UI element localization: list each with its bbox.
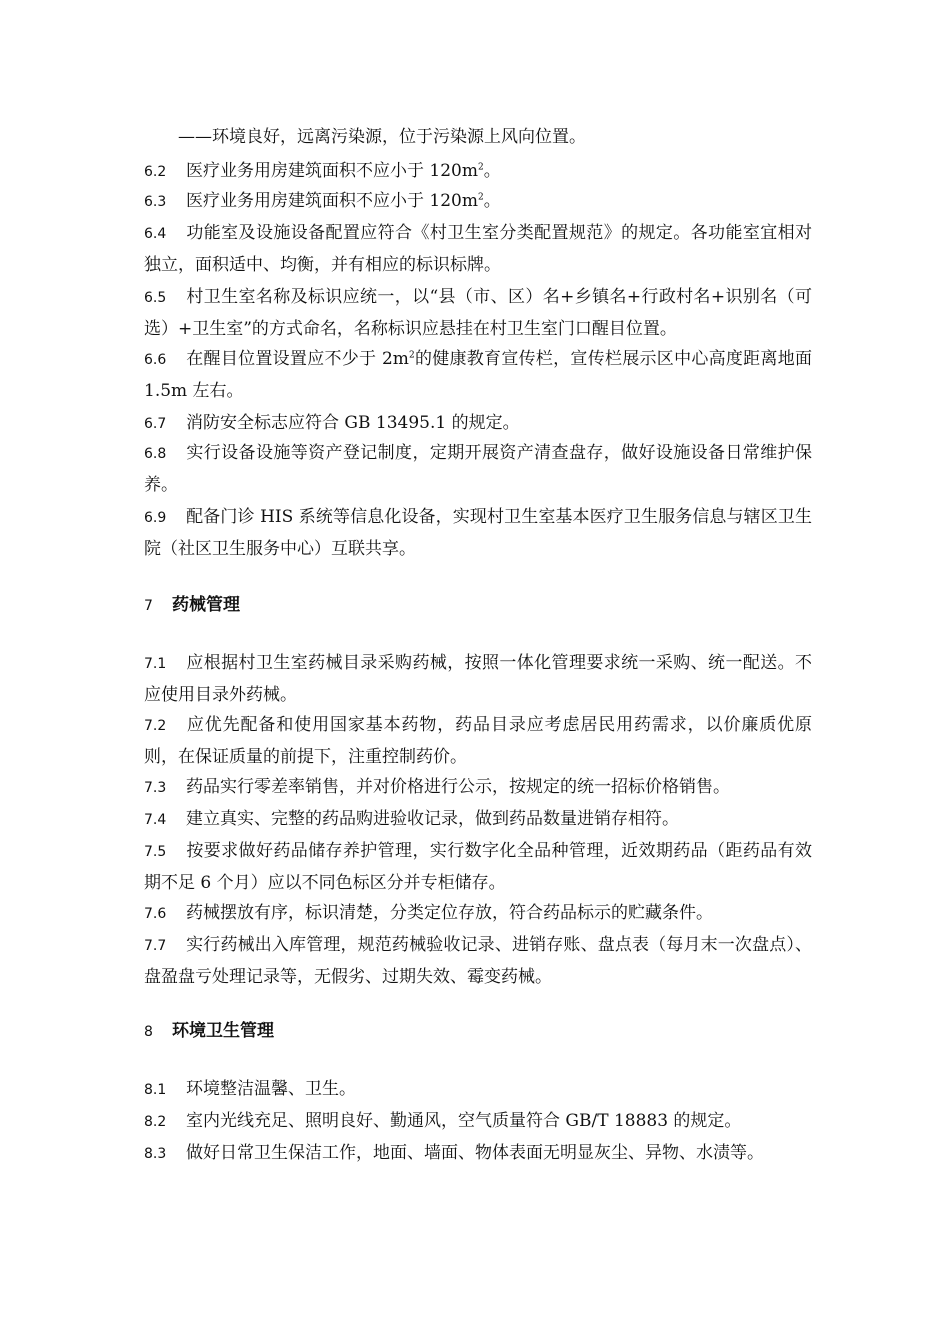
clause-number: 8.3 [144,1146,167,1162]
section-number: 8 [144,1024,153,1040]
clause-text: 功能室及设施设备配置应符合《村卫生室分类配置规范》的规定。各功能室宜相对独立，面积适中、均衡，并有相应的标识标牌。 [144,223,812,275]
superscript: 2 [408,350,415,361]
clause-6-4 [144,218,812,281]
section-number: 7 [144,598,153,614]
clause-number: 8.1 [144,1082,167,1098]
clause-text: 室内光线充足、照明良好、勤通风，空气质量符合 GB/T 18883 的规定。 [186,1111,742,1131]
clause-text: 实行药械出入库管理，规范药械验收记录、进销存账、盘点表（每月末一次盘点）、盘盈盘亏处理记录等，无假劣、过期失效、霉变药械。 [144,935,812,987]
clause-text-end: 。 [483,161,501,181]
clause-7-2 [144,710,812,773]
clause-6-5 [144,282,812,345]
clause-number: 7.5 [144,844,167,860]
clause-number: 8.2 [144,1114,167,1130]
clause-number: 7.4 [144,812,167,828]
clause-7-5 [144,836,812,899]
clause-7-4 [144,804,812,836]
clause-text: 村卫生室名称及标识应统一，以“县（市、区）名+乡镇名+行政村名+识别名（可选）+卫生室”的方式命名，名称标识应悬挂在村卫生室门口醒目位置。 [144,287,812,339]
clause-text: 实行设备设施等资产登记制度，定期开展资产清查盘存，做好设施设备日常维护保养。 [144,443,812,495]
section-7-heading [144,590,240,622]
clause-number: 7.3 [144,780,167,796]
clause-number: 6.3 [144,194,167,210]
clause-text: 医疗业务用房建筑面积不应小于 120m [186,161,478,181]
clause-text-end: 。 [483,191,501,211]
clause-text: 做好日常卫生保洁工作，地面、墙面、物体表面无明显灰尘、异物、水渍等。 [186,1143,764,1163]
clause-text: 按要求做好药品储存养护管理，实行数字化全品种管理，近效期药品（距药品有效期不足 6 个月）应以不同色标区分并专柜储存。 [144,841,812,893]
superscript: 2 [477,162,484,173]
clause-text: 环境整洁温馨、卫生。 [186,1079,356,1099]
clause-8-2 [144,1106,812,1138]
clause-text-end: 的健康教育宣传栏，宣传栏展示区中心高度距离地面 1.5m 左右。 [144,349,813,401]
clause-7-7 [144,930,812,993]
clause-number: 6.5 [144,290,167,306]
clause-6-9 [144,502,812,565]
section-title: 环境卫生管理 [172,1021,274,1041]
clause-text: 配备门诊 HIS 系统等信息化设备，实现村卫生室基本医疗卫生服务信息与辖区卫生院（社区卫生服务中心）互联共享。 [144,507,812,559]
clause-text: 建立真实、完整的药品购进验收记录，做到药品数量进销存相符。 [186,809,679,829]
clause-number: 7.6 [144,906,167,922]
clause-6-2 [144,156,812,188]
clause-number: 6.9 [144,510,167,526]
clause-number: 7.2 [144,718,167,734]
clause-text: 医疗业务用房建筑面积不应小于 120m [186,191,478,211]
clause-8-1 [144,1074,812,1106]
clause-number: 6.7 [144,416,167,432]
clause-8-3 [144,1138,812,1170]
clause-7-3 [144,772,812,804]
clause-6-6 [144,344,812,407]
clause-text: 药品实行零差率销售，并对价格进行公示，按规定的统一招标价格销售。 [186,777,730,797]
clause-text: 在醒目位置设置应不少于 2m [186,349,409,369]
clause-text: 消防安全标志应符合 GB 13495.1 的规定。 [186,413,520,433]
clause-number: 6.2 [144,164,167,180]
section-8-heading [144,1016,274,1048]
superscript: 2 [477,192,484,203]
clause-text: 药械摆放有序，标识清楚，分类定位存放，符合药品标示的贮藏条件。 [186,903,713,923]
clause-number: 7.1 [144,656,167,672]
clause-6-8 [144,438,812,501]
clause-7-6 [144,898,812,930]
clause-text: 应优先配备和使用国家基本药物，药品目录应考虑居民用药需求，以价廉质优原则，在保证质量的前提下，注重控制药价。 [144,715,812,767]
section-title: 药械管理 [172,595,240,615]
clause-number: 6.8 [144,446,167,462]
clause-number: 7.7 [144,938,167,954]
clause-6-3 [144,186,812,218]
clause-7-1 [144,648,812,711]
clause-text: 应根据村卫生室药械目录采购药械，按照一体化管理要求统一采购、统一配送。不应使用目录外药械。 [144,653,812,705]
clause-number: 6.6 [144,352,167,368]
clause-number: 6.4 [144,226,167,242]
intro-line: ——环境良好，远离污染源，位于污染源上风向位置。 [178,127,586,147]
clause-6-7 [144,408,812,440]
